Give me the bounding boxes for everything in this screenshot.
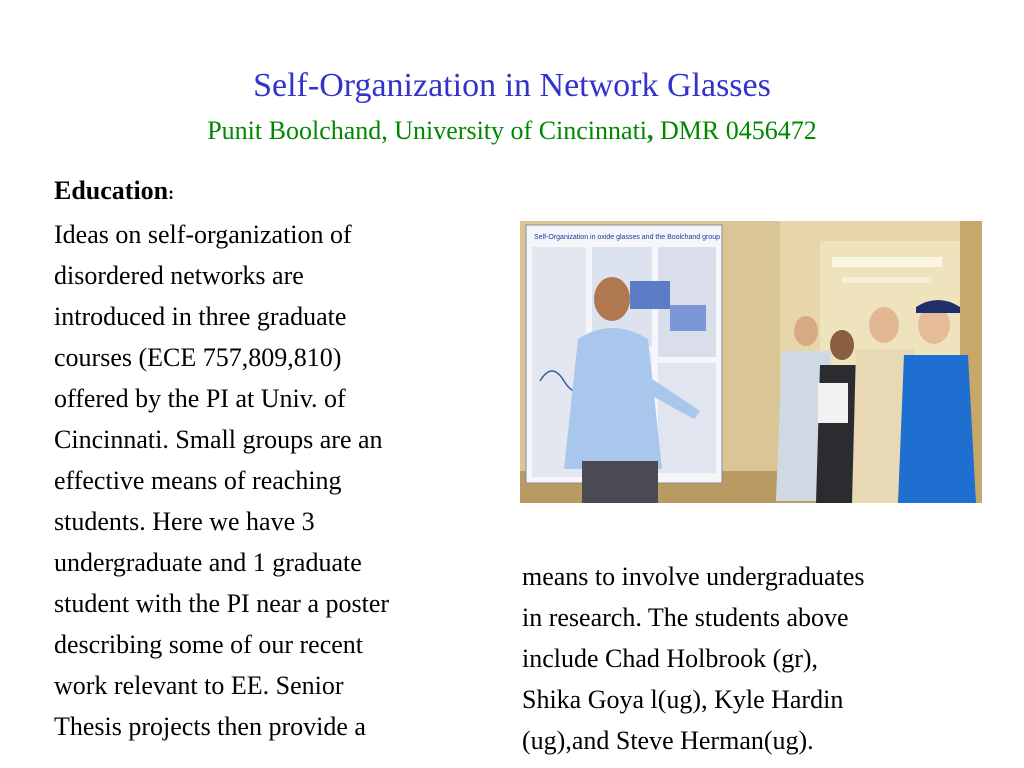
text-line: (ug),and Steve Herman(ug). <box>522 726 814 755</box>
poster-heading: Self-Organization in oxide glasses and the Boolchand group <box>534 234 721 241</box>
text-line: in research. The students above <box>522 603 849 632</box>
text-line: include Chad Holbrook (gr), <box>522 644 819 673</box>
text-line: Cincinnati. Small groups are an <box>54 425 383 454</box>
education-heading-row <box>54 170 504 214</box>
grant-number: DMR 0456472 <box>653 116 817 145</box>
text-line: offered by the PI at Univ. of <box>54 384 346 413</box>
text-line: students. Here we have 3 <box>54 507 315 536</box>
text-line: courses (ECE 757,809,810) <box>54 343 342 372</box>
slide-title: Self-Organization in Network Glasses <box>253 67 771 104</box>
education-heading: Education <box>54 176 169 205</box>
text-line: Thesis projects then provide a <box>54 712 366 741</box>
text-line: describing some of our recent <box>54 630 364 659</box>
text-line: student with the PI near a poster <box>54 589 390 618</box>
text-line: introduced in three graduate <box>54 302 347 331</box>
author-affiliation: Punit Boolchand, University of Cincinnati <box>207 116 648 145</box>
education-heading-colon: : <box>168 183 175 203</box>
subtitle-separator: , <box>647 116 654 145</box>
group-photo <box>520 221 982 503</box>
text-line: means to involve undergraduates <box>522 562 865 591</box>
education-text-left <box>54 170 504 747</box>
text-line: Ideas on self-organization of <box>54 220 352 249</box>
text-line: undergraduate and 1 graduate <box>54 548 362 577</box>
text-line: disordered networks are <box>54 261 304 290</box>
education-text-right <box>522 556 992 761</box>
slide-subtitle <box>0 114 1024 148</box>
text-line: effective means of reaching <box>54 466 342 495</box>
text-line: Shika Goya l(ug), Kyle Hardin <box>522 685 844 714</box>
text-line: work relevant to EE. Senior <box>54 671 344 700</box>
